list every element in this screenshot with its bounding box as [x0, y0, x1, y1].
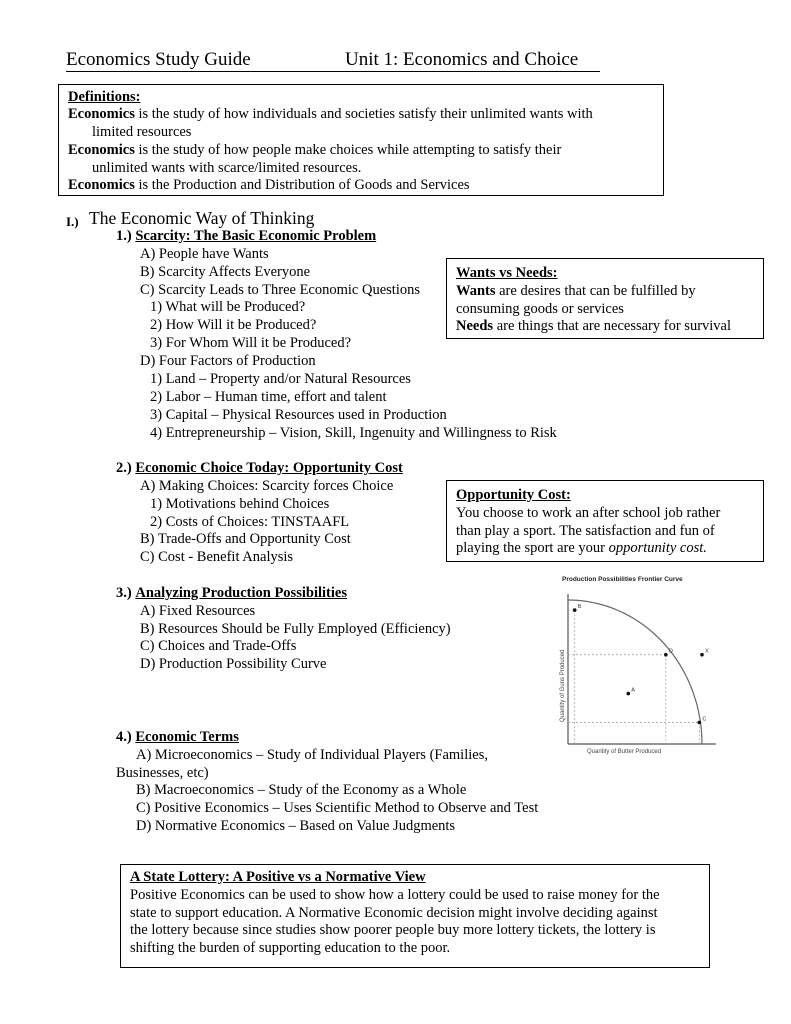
x-axis-label: Quantity of Butter Produced	[587, 749, 662, 755]
choice-heading: 2.) Economic Choice Today: Opportunity Cost	[116, 460, 403, 476]
wants-needs-box	[446, 258, 764, 339]
ppf-chart	[556, 572, 726, 756]
list-item: 3) For Whom Will it be Produced?	[150, 335, 352, 351]
page-title: Economics Study Guide	[66, 49, 251, 70]
list-item: A) People have Wants	[140, 246, 269, 262]
list-item: B) Scarcity Affects Everyone	[140, 264, 311, 280]
list-item: Businesses, etc)	[116, 765, 209, 781]
list-item: 3) Capital – Physical Resources used in Production	[150, 407, 447, 423]
opportunity-cost-line: You choose to work an after school job rather	[456, 505, 721, 521]
terms-heading: 4.) Economic Terms	[116, 729, 239, 745]
list-item: 1) Land – Property and/or Natural Resources	[150, 371, 411, 387]
list-item: A) Microeconomics – Study of Individual Players (Families,	[136, 747, 488, 763]
chart-title: Production Possibilities Frontier Curve	[562, 576, 683, 583]
list-item: 1) Motivations behind Choices	[150, 496, 330, 512]
production-heading: 3.) Analyzing Production Possibilities	[116, 585, 347, 601]
point-label-a: A	[631, 687, 635, 694]
list-item: A) Making Choices: Scarcity forces Choice	[140, 478, 394, 494]
list-item: D) Production Possibility Curve	[140, 656, 327, 672]
opportunity-cost-box	[446, 480, 764, 562]
lottery-heading: A State Lottery: A Positive vs a Normative View	[130, 869, 426, 885]
list-item: 1) What will be Produced?	[150, 299, 306, 315]
definition-2: Economics is the study of how people make choices while attempting to satisfy their	[68, 142, 562, 158]
definition-1: Economics is the study of how individuals and societies satisfy their unlimited wants with	[68, 106, 593, 122]
y-axis-label: Quantity of Guns Produced	[560, 649, 566, 722]
list-item: C) Cost - Benefit Analysis	[140, 549, 294, 565]
list-item: B) Macroeconomics – Study of the Economy as a Whole	[136, 782, 467, 798]
point-b	[573, 608, 577, 612]
list-item: B) Trade-Offs and Opportunity Cost	[140, 531, 351, 547]
point-c	[698, 721, 702, 725]
point-label-d: D	[668, 648, 673, 655]
definitions-box	[58, 84, 664, 196]
wants-needs-heading: Wants vs Needs:	[456, 265, 558, 281]
section-title: The Economic Way of Thinking	[89, 208, 315, 228]
lottery-line: shifting the burden of supporting education to the poor.	[130, 940, 451, 956]
lottery-line: Positive Economics can be used to show how a lottery could be used to raise money for the	[130, 887, 660, 903]
list-item: 2) How Will it be Produced?	[150, 317, 317, 333]
section-numeral: I.)	[66, 214, 79, 229]
list-item: A) Fixed Resources	[140, 603, 256, 619]
lottery-box	[120, 864, 710, 968]
wants-definition-cont: consuming goods or services	[456, 301, 624, 317]
list-item: D) Four Factors of Production	[140, 353, 316, 369]
list-item: 2) Labor – Human time, effort and talent	[150, 389, 387, 405]
lottery-line: state to support education. A Normative Economic decision might involve deciding against	[130, 905, 658, 921]
list-item: 2) Costs of Choices: TINSTAAFL	[150, 514, 350, 530]
point-x	[700, 653, 704, 657]
list-item: C) Positive Economics – Uses Scientific Method to Observe and Test	[136, 800, 539, 816]
opportunity-cost-line: than play a sport. The satisfaction and fun of	[456, 523, 715, 539]
list-item: 4) Entrepreneurship – Vision, Skill, Ingenuity and Willingness to Risk	[150, 425, 557, 441]
wants-definition: Wants are desires that can be fulfilled by	[456, 283, 696, 299]
list-item: B) Resources Should be Fully Employed (Efficiency)	[140, 621, 451, 637]
definition-2-cont: unlimited wants with scarce/limited resources.	[92, 160, 362, 176]
definition-1-cont: limited resources	[92, 124, 192, 140]
unit-title: Unit 1: Economics and Choice	[345, 49, 579, 70]
list-item: C) Scarcity Leads to Three Economic Questions	[140, 282, 420, 298]
point-a	[627, 692, 631, 696]
needs-definition: Needs are things that are necessary for survival	[456, 318, 732, 334]
definitions-heading: Definitions:	[68, 89, 141, 105]
lottery-line: the lottery because since studies show poorer people buy more lottery tickets, the lottery is	[130, 922, 656, 938]
scarcity-heading: 1.) Scarcity: The Basic Economic Problem	[116, 228, 377, 244]
list-item: D) Normative Economics – Based on Value Judgments	[136, 818, 456, 834]
opportunity-cost-heading: Opportunity Cost:	[456, 487, 571, 503]
list-item: C) Choices and Trade-Offs	[140, 638, 297, 654]
point-d	[664, 653, 668, 657]
point-label-c: C	[702, 716, 707, 723]
header-underline	[66, 71, 600, 72]
point-label-b: B	[577, 604, 582, 611]
definition-3: Economics is the Production and Distribution of Goods and Services	[68, 177, 470, 193]
opportunity-cost-line: playing the sport are your opportunity cost.	[456, 540, 707, 556]
point-label-x: X	[705, 648, 709, 655]
